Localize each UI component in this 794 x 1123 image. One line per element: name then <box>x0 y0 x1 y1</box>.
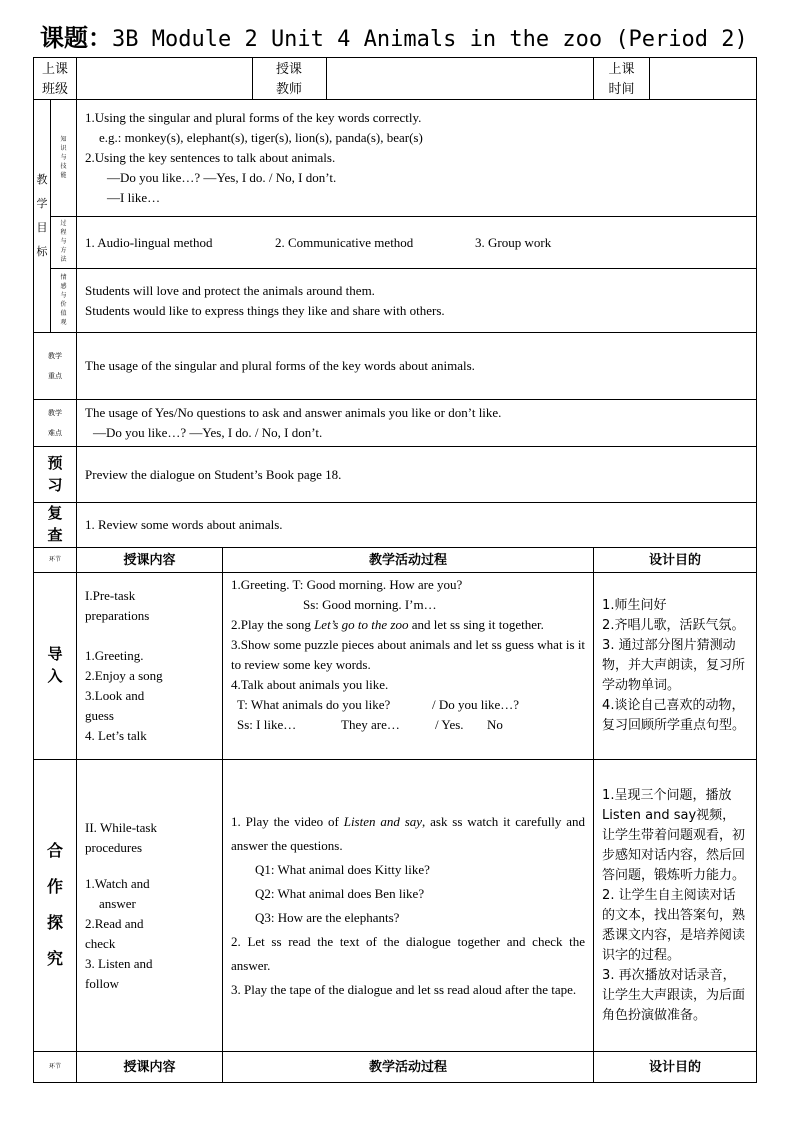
lesson-title <box>40 22 748 56</box>
difficult-points-content: The usage of Yes/No questions to ask and answer animals you like or don’t like. —Do you like…? —Yes, I do. / No, I don’t. <box>77 400 757 447</box>
cooperation-purpose: 1.呈现三个问题，播放Listen and say视频，让学生带着问题观看，初步感知对话内容，然后回答问题，锻炼听力能力。 2. 让学生自主阅读对话的文本，找出答案句，熟悉课文内容，是培养阅读识字的过程。 3. 再次播放对话录音，让学生大声跟读，为后面角色扮演做准备。 <box>594 760 757 1052</box>
column-process-2: 教学活动过程 <box>223 1052 594 1083</box>
teacher-value[interactable] <box>327 58 594 100</box>
knowledge-label: 知 识 与 技 能 <box>51 100 77 217</box>
key-points-label: 教学 重点 <box>34 333 77 400</box>
difficult-points-label: 教学 难点 <box>34 400 77 447</box>
cooperation-process: 1. Play the video of Listen and say, ask ss watch it carefully and answer the questions. Q1: What animal does Kitty like? Q2: What animal does Ben like? Q3: How are the elephants? 2. Let ss read the text of the dialogue together and check the answer. 3. Play the tape of the dialogue and let ss read aloud after the tape. <box>223 760 594 1052</box>
lead-in-step: 导 入 <box>34 573 77 760</box>
teacher-label: 授课 教师 <box>253 58 327 100</box>
process-method-label: 过 程 与 方 法 <box>51 217 77 269</box>
lesson-plan-table <box>33 57 757 1083</box>
lead-in-row <box>34 573 757 760</box>
cooperation-step: 合 作 探 究 <box>34 760 77 1052</box>
key-points-row <box>34 333 757 400</box>
column-purpose: 设计目的 <box>594 548 757 573</box>
column-purpose-2: 设计目的 <box>594 1052 757 1083</box>
review-content: 1. Review some words about animals. <box>77 503 757 548</box>
preview-label: 预 习 <box>34 447 77 503</box>
title-prefix: 课题： <box>40 24 112 52</box>
song-title: Let’s go to the zoo <box>314 617 409 632</box>
time-label: 上课 时间 <box>594 58 650 100</box>
class-value[interactable] <box>77 58 253 100</box>
attitude-label: 情 感 与 价 值 观 <box>51 269 77 333</box>
lead-in-process: 1.Greeting. T: Good morning. How are you? Ss: Good morning. I’m… 2.Play the song Let’s go to the zoo and let ss sing it together. 3.Show some puzzle pieces about animals and let ss guess what is it to review some key words. 4.Talk about animals you like. T: What animals do you like? / Do you like…? Ss: I like… They are… / Yes. No <box>223 573 594 760</box>
cooperation-content: II. While-task procedures 1.Watch and answer 2.Read and check 3. Listen and follow <box>77 760 223 1052</box>
review-label: 复 查 <box>34 503 77 548</box>
columns-header-row-2 <box>34 1052 757 1083</box>
objective-process-row <box>34 217 757 269</box>
objective-knowledge-row <box>34 100 757 217</box>
time-value[interactable] <box>650 58 757 100</box>
columns-header-row <box>34 548 757 573</box>
column-content: 授课内容 <box>77 548 223 573</box>
column-content-2: 授课内容 <box>77 1052 223 1083</box>
column-step-2: 环节 <box>34 1052 77 1083</box>
cooperation-row <box>34 760 757 1052</box>
attitude-content: Students will love and protect the animals around them. Students would like to express things they like and share with others. <box>77 269 757 333</box>
preview-content: Preview the dialogue on Student’s Book page 18. <box>77 447 757 503</box>
difficult-points-row <box>34 400 757 447</box>
process-method-content: 1. Audio-lingual method 2. Communicative method 3. Group work <box>77 217 757 269</box>
objective-attitude-row <box>34 269 757 333</box>
objectives-label: 教 学 目 标 <box>34 100 51 333</box>
title-text: 3B Module 2 Unit 4 Animals in the zoo (Period 2) <box>112 27 748 52</box>
column-process: 教学活动过程 <box>223 548 594 573</box>
preview-row <box>34 447 757 503</box>
lead-in-content: I.Pre-task preparations 1.Greeting. 2.Enjoy a song 3.Look and guess 4. Let’s talk <box>77 573 223 760</box>
key-points-content: The usage of the singular and plural forms of the key words about animals. <box>77 333 757 400</box>
lead-in-purpose: 1.师生问好 2.齐唱儿歌，活跃气氛。 3. 通过部分图片猜测动物，并大声朗读，复习所学动物单词。 4.谈论自己喜欢的动物，复习回顾所学重点句型。 <box>594 573 757 760</box>
column-step: 环节 <box>34 548 77 573</box>
review-row <box>34 503 757 548</box>
class-label: 上课 班级 <box>34 58 77 100</box>
header-row <box>34 58 757 100</box>
video-title: Listen and say <box>343 813 423 829</box>
knowledge-content: 1.Using the singular and plural forms of the key words correctly. e.g.: monkey(s), elephant(s), tiger(s), lion(s), panda(s), bear(s) 2.Using the key sentences to talk about animals. —Do you like…? —Yes, I do. / No, I don’t. —I like… <box>77 100 757 217</box>
